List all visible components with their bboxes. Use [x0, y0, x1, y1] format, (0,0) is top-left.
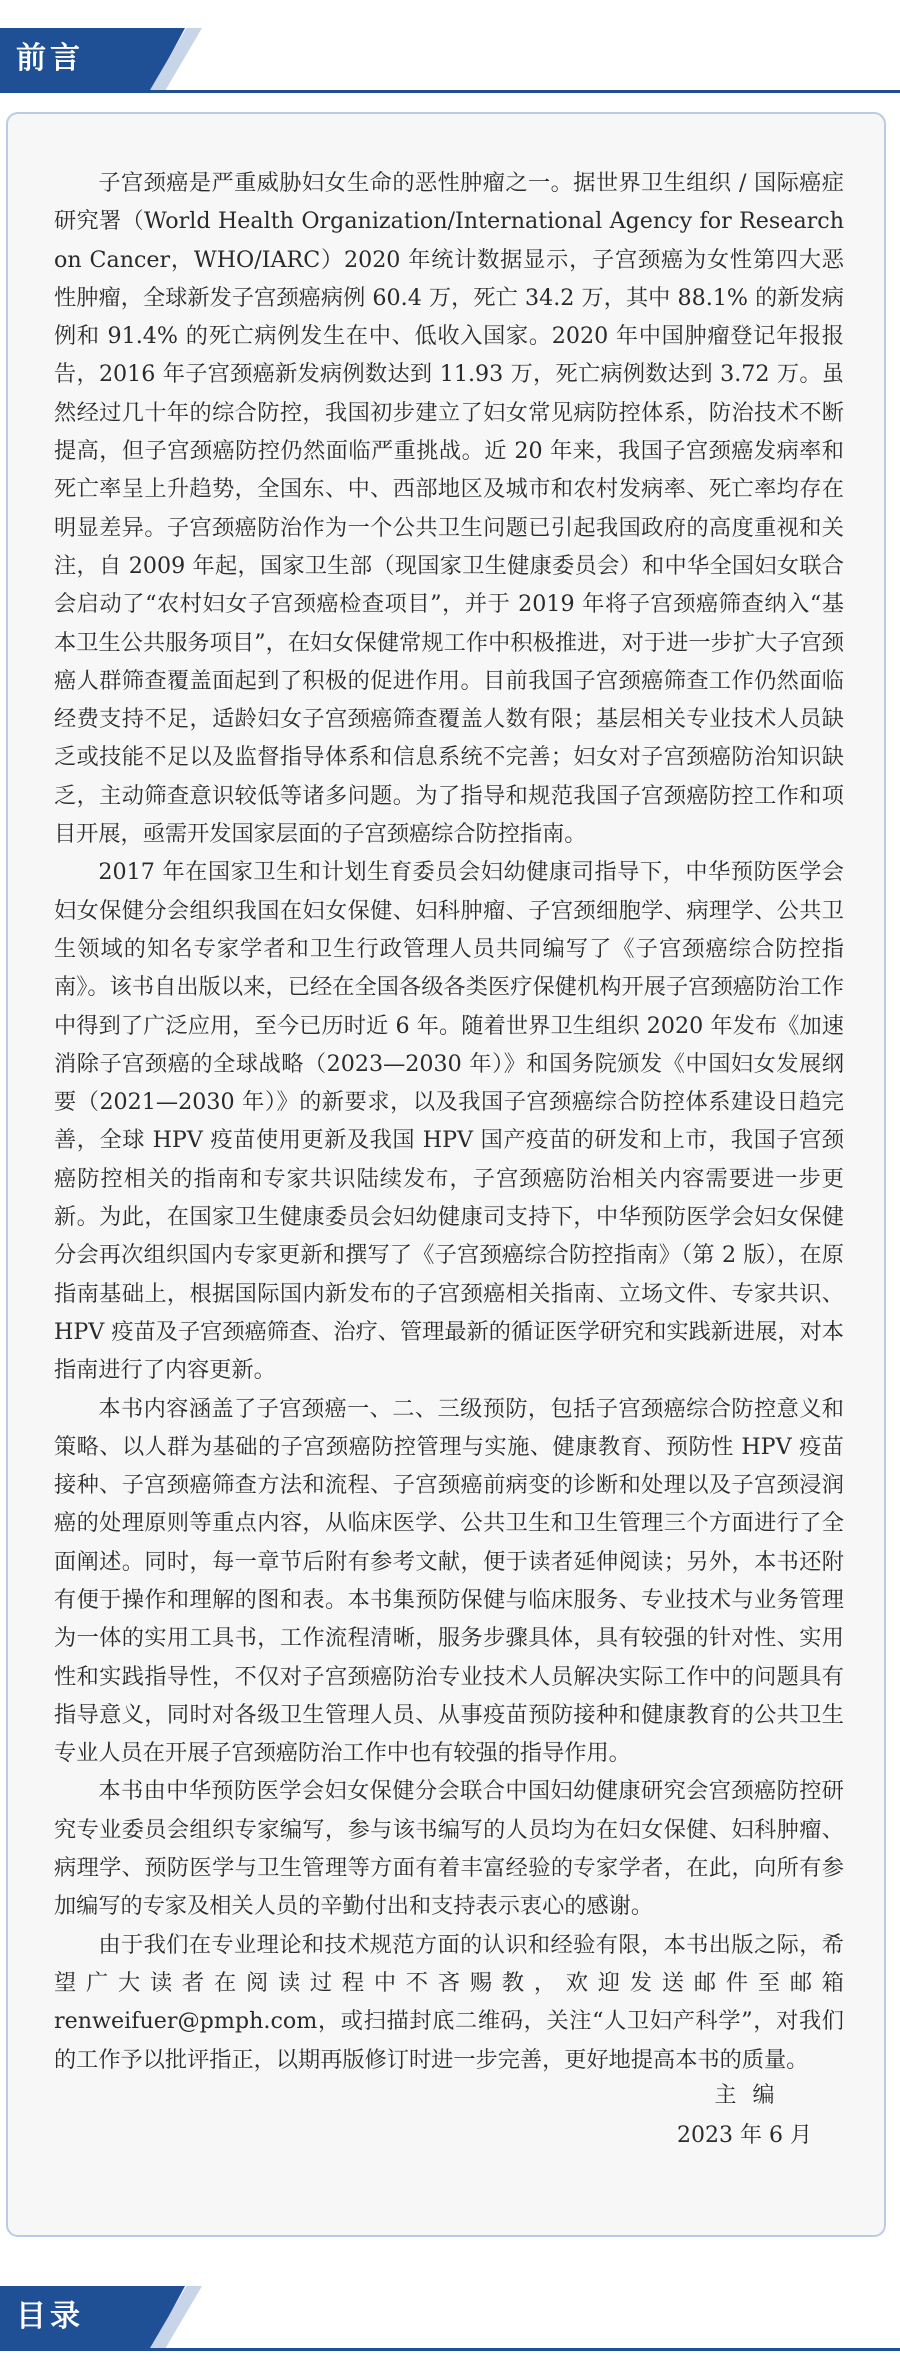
header-rule	[0, 90, 900, 93]
preface-paragraph-5: 由于我们在专业理论和技术规范方面的认识和经验有限，本书出版之际，希望广大读者在阅读过程中不吝赐教，欢迎发送邮件至邮箱 renweifuer@pmph.com，或扫描封底二维码，关注“人卫妇产科学”，对我们的工作予以批评指正，以期再版修订时进一步完善，更好地提高本书的质量。	[54, 1931, 844, 2073]
preface-paragraph-2: 2017 年在国家卫生和计划生育委员会妇幼健康司指导下，中华预防医学会妇女保健分会组织我国在妇女保健、妇科肿瘤、子宫颈细胞学、病理学、公共卫生领域的知名专家学者和卫生行政管理人员共同编写了《子宫颈癌综合防控指南》。该书自出版以来，已经在全国各级各类医疗保健机构开展子宫颈癌防治工作中得到了广泛应用，至今已历时近 6 年。随着世界卫生组织 2020 年发布《加速消除子宫颈癌的全球战略（2023—2030 年）》和国务院颁发《中国妇女发展纲要（2021—2030 年）》的新要求，以及我国子宫颈癌综合防控体系建设日趋完善，全球 HPV 疫苗使用更新及我国 HPV 国产疫苗的研发和上市，我国子宫颈癌防控相关的指南和专家共识陆续发布，子宫颈癌防治相关内容需要进一步更新。为此，在国家卫生健康委员会妇幼健康司支持下，中华预防医学会妇女保健分会再次组织国内专家更新和撰写了《子宫颈癌综合防控指南》（第 2 版），在原指南基础上，根据国际国内新发布的子宫颈癌相关指南、立场文件、专家共识、HPV 疫苗及子宫颈癌筛查、治疗、管理最新的循证医学研究和实践新进展，对本指南进行了内容更新。	[54, 859, 844, 1384]
preface-section-header	[0, 28, 900, 98]
preface-body	[54, 164, 844, 2079]
preface-heading: 前言	[16, 41, 84, 76]
header-rule	[0, 2348, 900, 2351]
signature-date: 2023 年 6 月	[677, 2123, 812, 2148]
preface-paragraph-3: 本书内容涵盖了子宫颈癌一、二、三级预防，包括子宫颈癌综合防控意义和策略、以人群为基础的子宫颈癌防控管理与实施、健康教育、预防性 HPV 疫苗接种、子宫颈癌筛查方法和流程、子宫颈癌前病变的诊断和处理以及子宫颈浸润癌的处理原则等重点内容，从临床医学、公共卫生和卫生管理三个方面进行了全面阐述。同时，每一章节后附有参考文献，便于读者延伸阅读；另外，本书还附有便于操作和理解的图和表。本书集预防保健与临床服务、专业技术与业务管理为一体的实用工具书，工作流程清晰，服务步骤具体，具有较强的针对性、实用性和实践指导性，不仅对子宫颈癌防治专业技术人员解决实际工作中的问题具有指导意义，同时对各级卫生管理人员、从事疫苗预防接种和健康教育的公共卫生专业人员在开展子宫颈癌防治工作中也有较强的指导作用。	[54, 1395, 844, 1767]
preface-paragraph-4: 本书由中华预防医学会妇女保健分会联合中国妇幼健康研究会宫颈癌防控研究专业委员会组织专家编写，参与该书编写的人员均为在妇女保健、妇科肿瘤、病理学、预防医学与卫生管理等方面有着丰富经验的专家学者，在此，向所有参加编写的专家及相关人员的辛勤付出和支持表示衷心的感谢。	[54, 1778, 844, 1920]
signature-editor: 主编	[714, 2083, 791, 2108]
toc-section-header	[0, 2286, 900, 2356]
preface-signature	[677, 2076, 812, 2156]
preface-paragraph-1: 子宫颈癌是严重威胁妇女生命的恶性肿瘤之一。据世界卫生组织 / 国际癌症研究署（World Health Organization/International Agency for Research on Cancer，WHO/IARC）2020 年统计数据显示，子宫颈癌为女性第四大恶性肿瘤，全球新发子宫颈癌病例 60.4 万，死亡 34.2 万，其中 88.1% 的新发病例和 91.4% 的死亡病例发生在中、低收入国家。2020 年中国肿瘤登记年报报告，2016 年子宫颈癌新发病例数达到 11.93 万，死亡病例数达到 3.72 万。虽然经过几十年的综合防控，我国初步建立了妇女常见病防控体系，防治技术不断提高，但子宫颈癌防控仍然面临严重挑战。近 20 年来，我国子宫颈癌发病率和死亡率呈上升趋势，全国东、中、西部地区及城市和农村发病率、死亡率均存在明显差异。子宫颈癌防治作为一个公共卫生问题已引起我国政府的高度重视和关注，自 2009 年起，国家卫生部（现国家卫生健康委员会）和中华全国妇女联合会启动了“农村妇女子宫颈癌检查项目”，并于 2019 年将子宫颈癌筛查纳入“基本卫生公共服务项目”，在妇女保健常规工作中积极推进，对于进一步扩大子宫颈癌人群筛查覆盖面起到了积极的促进作用。目前我国子宫颈癌筛查工作仍然面临经费支持不足，适龄妇女子宫颈癌筛查覆盖人数有限；基层相关专业技术人员缺乏或技能不足以及监督指导体系和信息系统不完善；妇女对子宫颈癌防治知识缺乏，主动筛查意识较低等诸多问题。为了指导和规范我国子宫颈癌防控工作和项目开展，亟需开发国家层面的子宫颈癌综合防控指南。	[54, 170, 844, 848]
preface-content-box	[6, 112, 886, 2237]
toc-heading: 目录	[16, 2299, 84, 2334]
